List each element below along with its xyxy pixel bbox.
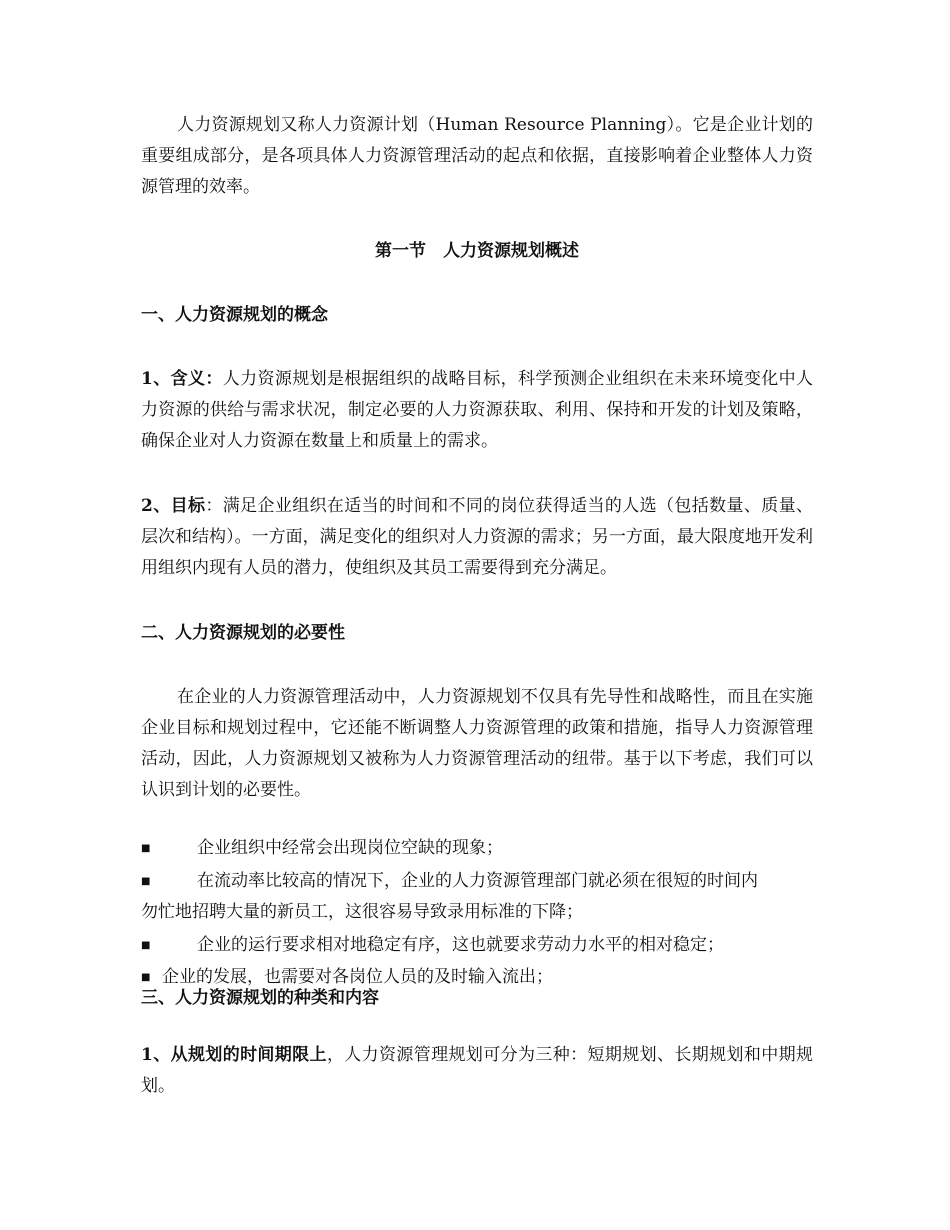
bullet-item	[141, 930, 813, 961]
types-text: ，人力资源管理规划可分为三种：短期规划、长期规划和中期规划。	[141, 1045, 813, 1096]
goal-paragraph	[141, 491, 813, 584]
intro-paragraph: 人力资源规划又称人力资源计划（Human Resource Planning）。它是企业计划的重要组成部分，是各项具体人力资源管理活动的起点和依据，直接影响着企业整体人力资源管理的效率。	[141, 115, 813, 197]
bullet-item	[141, 866, 813, 928]
bullet-square-icon: ■	[141, 972, 151, 983]
definition-text: 人力资源规划是根据组织的战略目标，科学预测企业组织在未来环境变化中人力资源的供给与需求状况，制定必要的人力资源获取、利用、保持和开发的计划及策略，确保企业对人力资源在数量上和质量上的需求。	[141, 369, 813, 451]
bullet-text: 在流动率比较高的情况下，企业的人力资源管理部门就必须在很短的时间内	[197, 871, 758, 891]
bullet-item	[141, 833, 813, 864]
necessity-paragraph: 在企业的人力资源管理活动中，人力资源规划不仅具有先导性和战略性，而且在实施企业目标和规划过程中，它还能不断调整人力资源管理的政策和措施，指导人力资源管理活动，因此，人力资源规划又被称为人力资源管理活动的纽带。基于以下考虑，我们可以认识到计划的必要性。	[141, 687, 813, 800]
heading-necessity: 二、人力资源规划的必要性	[141, 623, 345, 643]
goal-label: 2、目标	[141, 496, 206, 516]
bullet-text: 企业组织中经常会出现岗位空缺的现象；	[197, 838, 503, 858]
types-label: 1、从规划的时间期限上	[141, 1045, 327, 1065]
definition-label: 1、含义：	[141, 369, 223, 389]
definition-paragraph	[141, 364, 813, 457]
bullet-text: 企业的发展，也需要对各岗位人员的及时输入流出；	[162, 967, 553, 987]
bullet-square-icon: ■	[141, 843, 151, 854]
heading-types: 三、人力资源规划的种类和内容	[141, 988, 379, 1008]
bullet-text: 企业的运行要求相对地稳定有序，这也就要求劳动力水平的相对稳定；	[197, 935, 724, 955]
heading-concept: 一、人力资源规划的概念	[141, 305, 328, 325]
section-title: 第一节 人力资源规划概述	[375, 241, 579, 261]
bullet-text-continued: 勿忙地招聘大量的新员工，这很容易导致录用标准的下降；	[141, 902, 583, 922]
types-paragraph	[141, 1040, 813, 1102]
bullet-square-icon: ■	[141, 876, 151, 887]
bullet-square-icon: ■	[141, 940, 151, 951]
goal-text: ：满足企业组织在适当的时间和不同的岗位获得适当的人选（包括数量、质量、层次和结构）。一方面，满足变化的组织对人力资源的需求；另一方面，最大限度地开发利用组织内现有人员的潜力，使组织及其员工需要得到充分满足。	[141, 496, 813, 578]
